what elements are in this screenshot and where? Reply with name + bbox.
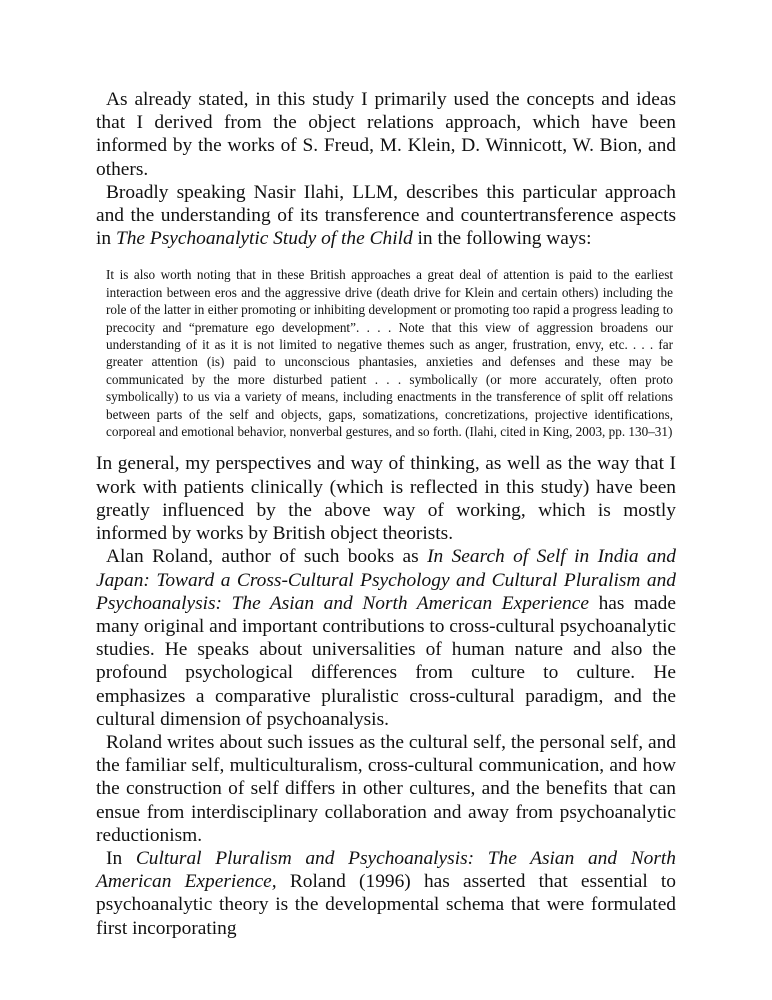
paragraph-alan-roland [96, 545, 676, 731]
block-quote-ilahi: It is also worth noting that in these British approaches a great deal of attention is paid to the earliest interaction between eros and the aggressive drive (death drive for Klein and certain others) including the role of the latter in either promoting or inhibiting development or promoting too rapid a progress leading to precocity and “premature ego development”. . . . Note that this view of aggression broadens our understanding of it as it is not limited to negative themes such as anger, frustration, envy, etc. . . . far greater attention (is) paid to unconscious phantasies, anxieties and defenses and these may be communicated by the more disturbed patient . . . symbolically (or more accurately, often proto symbolically) to us via a variety of means, including enactments in the transference of split off relations between parts of the self and objects, gaps, somatizations, concretizations, projective identifications, corporeal and emotional behavior, nonverbal gestures, and so forth. (Ilahi, cited in King, 2003, pp. 130–31) [106, 267, 673, 440]
paragraph-text: in the following ways: [412, 228, 592, 250]
paragraph-perspectives [96, 452, 676, 545]
paragraph-text: Alan Roland, author of such books as [106, 546, 428, 568]
paragraph-object-relations [96, 88, 676, 181]
document-page [96, 88, 676, 940]
paragraph-text: Roland (1996) has asserted that essential to psychoanalytic theory is the developmental schema that were formulated first incorporating [96, 871, 676, 939]
paragraph-text: In [106, 847, 136, 869]
paragraph-text: In general, my perspectives and way of thinking, as well as the way that I work with patients clinically (which is reflected in this study) have been greatly influenced by the above way of working, which is mostly informed by works by British object theorists. [96, 453, 676, 545]
paragraph-ilahi-intro [96, 181, 676, 251]
paragraph-text: As already stated, in this study I primarily used the concepts and ideas that I derived from the object relations approach, which have been informed by the works of S. Freud, M. Klein, D. Winnicott, W. Bion, and others. [96, 89, 676, 180]
paragraph-text: Roland writes about such issues as the cultural self, the personal self, and the familiar self, multiculturalism, cross-cultural communication, and how the construction of self differs in other cultures, and the benefits that can ensue from interdisciplinary collaboration and away from psychoanalytic reductionism. [96, 731, 676, 846]
paragraph-roland-writes [96, 731, 676, 847]
book-titles: In Search of Self in India and Japan: Toward a Cross-Cultural Psychology and Cultural Pluralism and Psychoanalysis: The Asian and North American Experience [96, 546, 676, 614]
paragraph-text: Broadly speaking Nasir Ilahi, LLM, describes this particular approach and the understanding of its transference and countertransference aspects in [96, 181, 676, 250]
paragraph-cultural-pluralism [96, 847, 676, 940]
book-title: Cultural Pluralism and Psychoanalysis: The Asian and North American Experience, [96, 847, 676, 893]
book-title: The Psychoanalytic Study of the Child [115, 228, 413, 250]
paragraph-text: has made many original and important contributions to cross-cultural psychoanalytic studies. He speaks about universalities of human nature and also the profound psychological differences from culture to culture. He emphasizes a comparative pluralistic cross-cultural paradigm, and the cultural dimension of psychoanalysis. [96, 592, 676, 730]
